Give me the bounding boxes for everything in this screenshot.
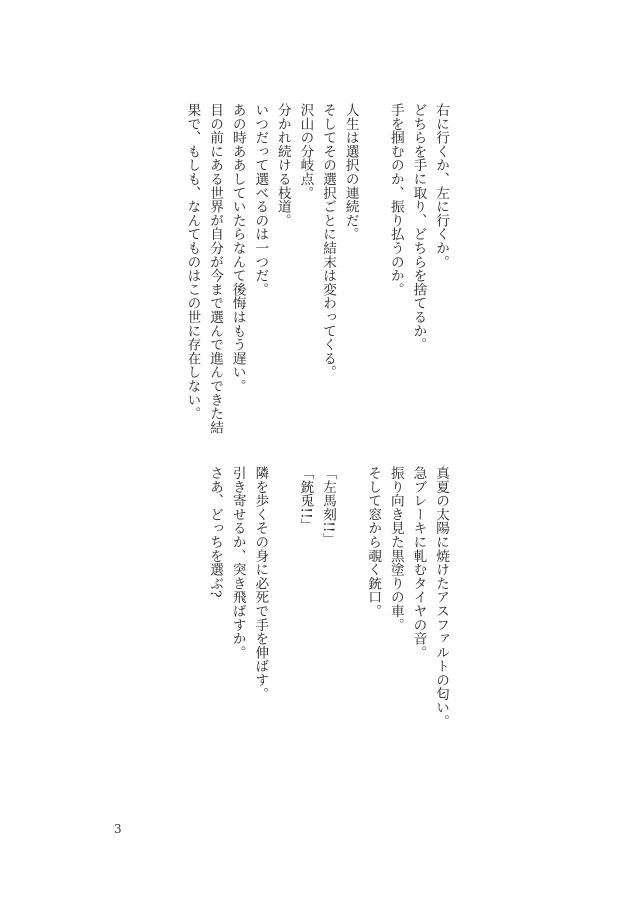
text-line: 手を掴むのか、振り払うのか。 [387,103,404,297]
blank-line [362,103,385,443]
text-line: さあ、どっちを選ぶ? [207,466,224,598]
text-line: 振り向き見た黒塗りの車。 [387,466,404,632]
text-line: 引き寄せるか、突き飛ばすか。 [229,466,246,660]
text-line: いつだって選べるのは一つだ。 [252,103,269,297]
text-line: 沢山の分岐点。 [297,103,314,200]
text-line: 分かれ続ける枝道。 [274,103,291,228]
dialogue-line: 「銃兎!!」 [297,466,314,533]
text-line: そしてその選択ごとに結末は変わってくる。 [320,103,337,379]
blank-line [339,466,362,806]
upper-text-block [181,103,452,443]
text-line: そして窓から覗く銃口。 [365,466,382,618]
page-number: 3 [114,822,122,836]
text-line: 急ブレーキに軋むタイヤの音。 [410,466,427,660]
blank-line [271,466,294,806]
text-line: 右に行くか、左に行くか。 [433,103,449,269]
text-line: 真夏の太陽に焼けたアスファルトの匂い。 [433,466,449,729]
text-line: あの時ああしていたらなんて後悔はもう遅い。 [229,103,246,393]
text-line: 果で、もしも、なんてものはこの世に存在しない。 [184,103,201,421]
text-line: 隣を歩くその身に必死で手を伸ばす。 [252,466,269,701]
text-line: 目の前にある世界が自分が今まで選んで進んできた結 [207,103,224,435]
text-line: 人生は選択の連続だ。 [342,103,359,241]
dialogue-line: 「左馬刻!!」 [320,466,337,547]
lower-text-block [203,466,452,806]
text-line: どちらを手に取り、どちらを捨てるか。 [410,103,427,352]
